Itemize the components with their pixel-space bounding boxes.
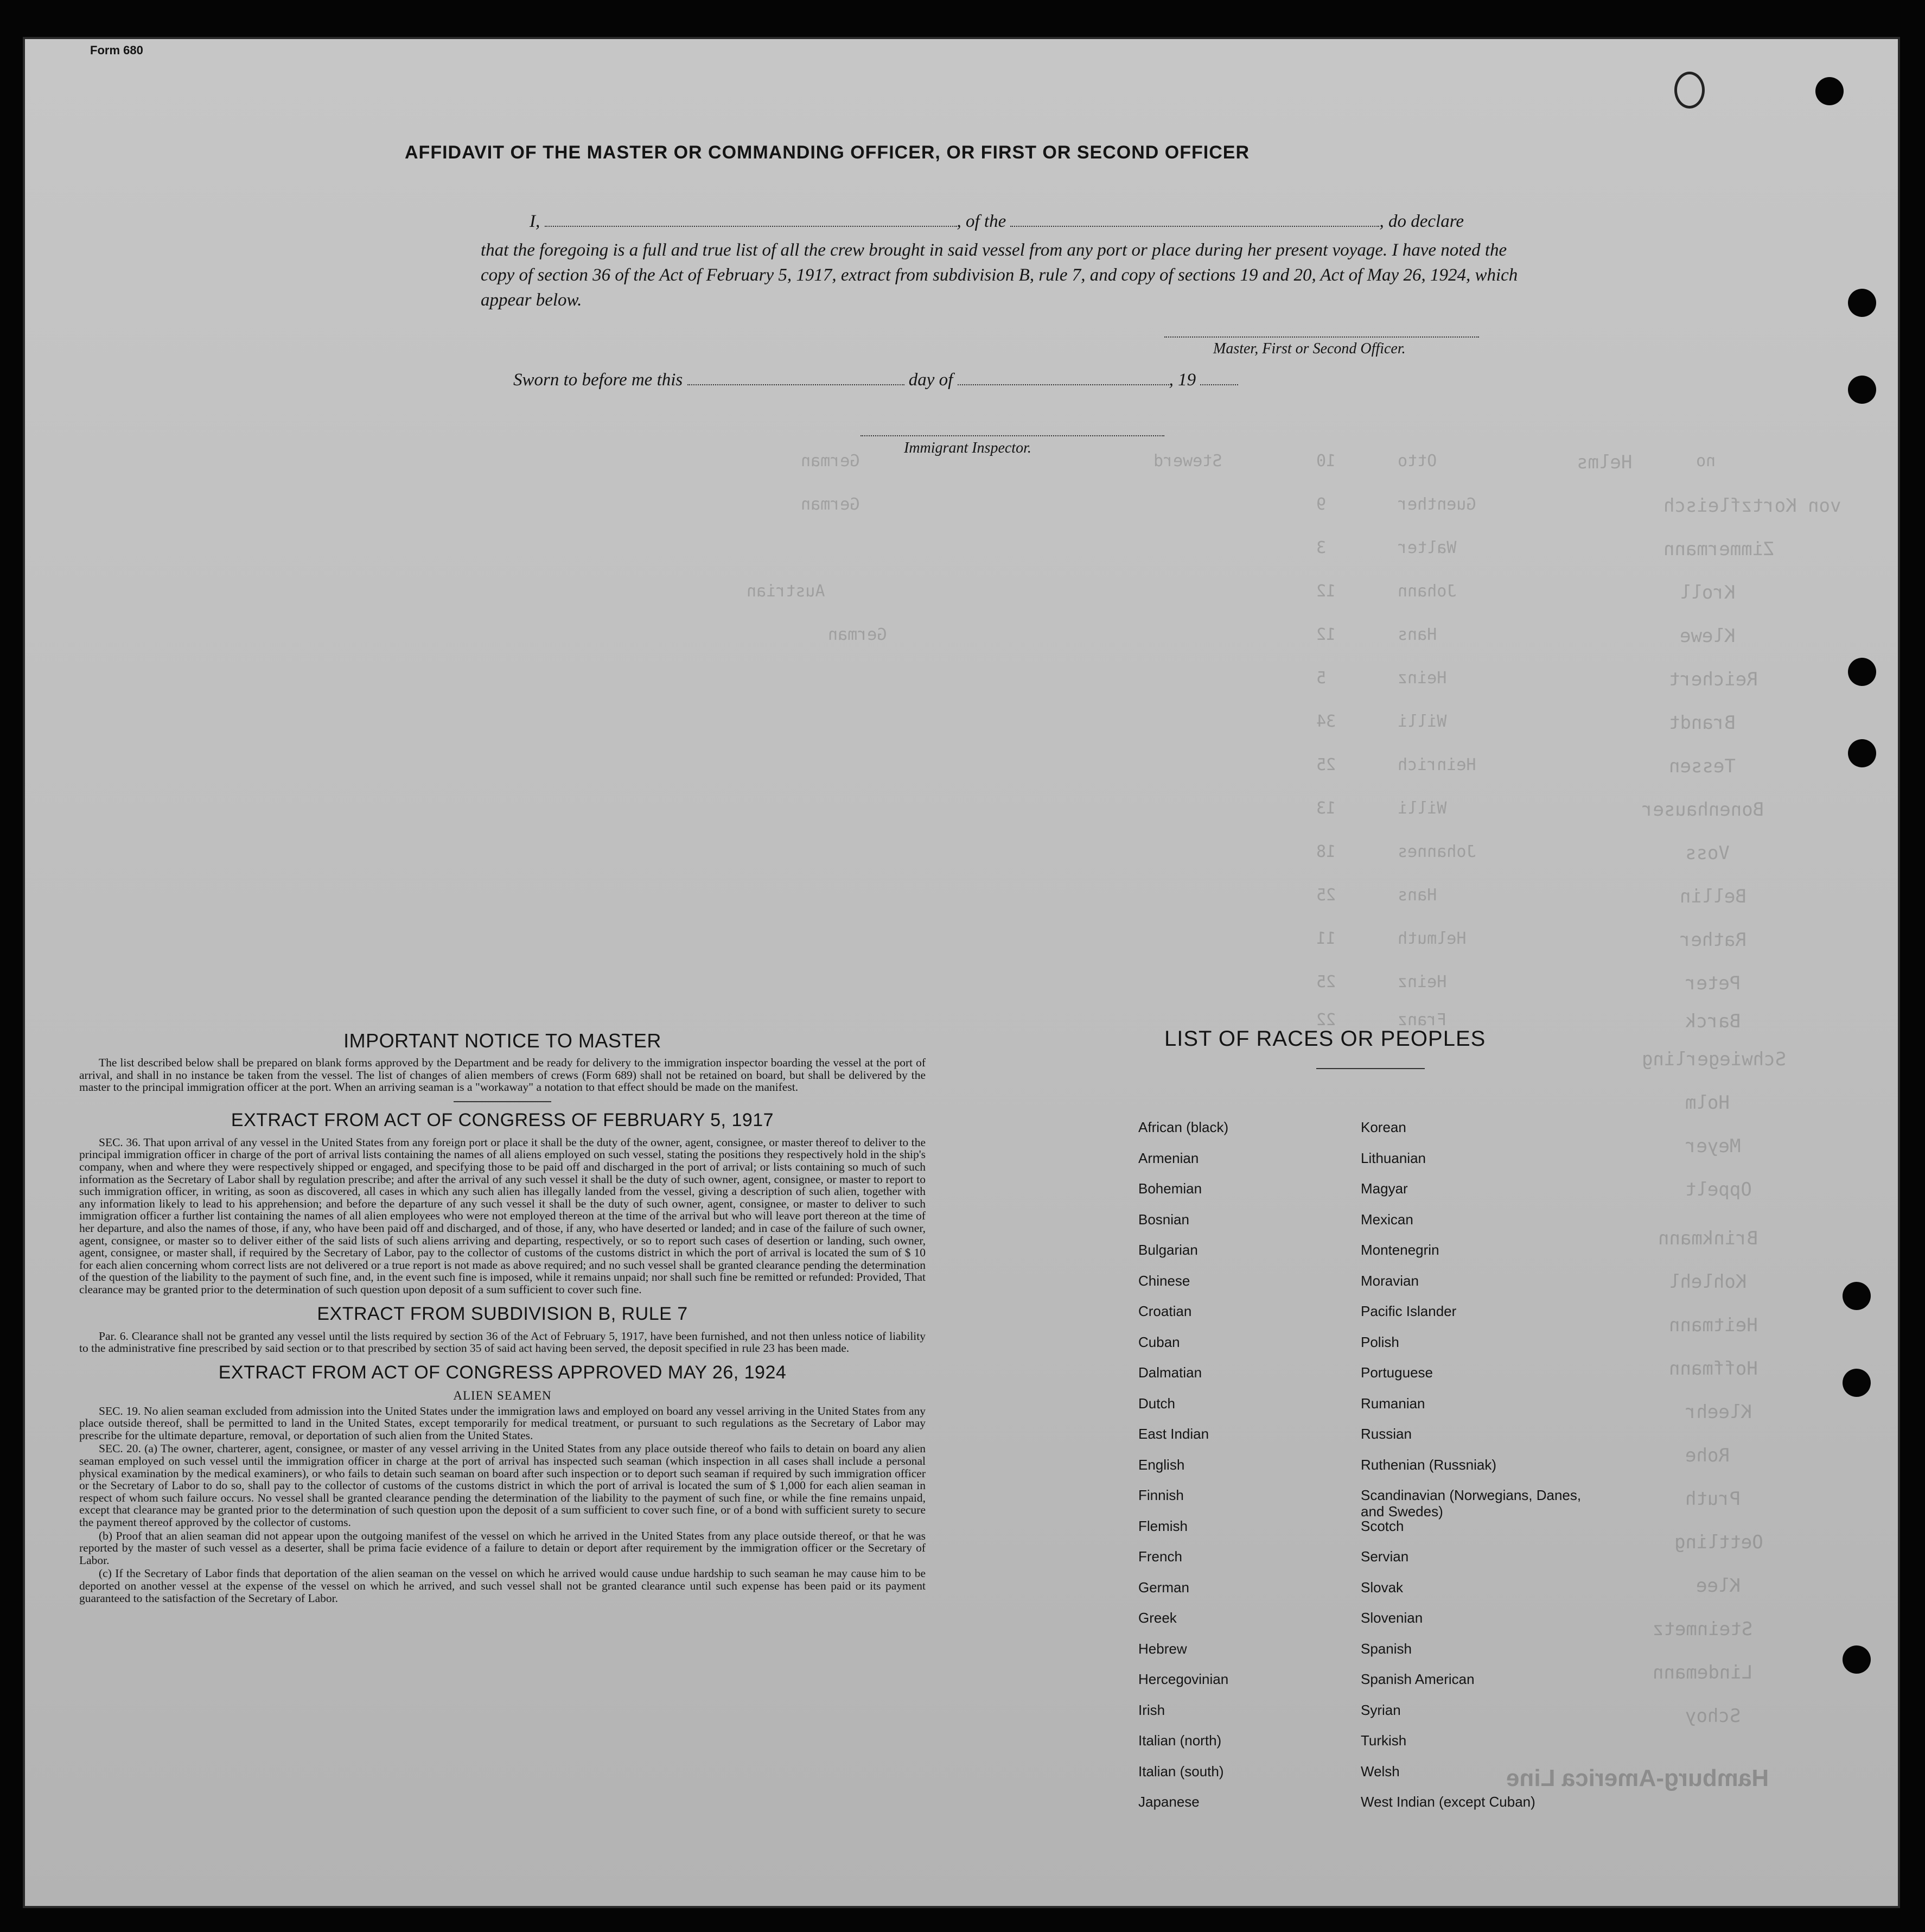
race-item: Scandinavian (Norwegians, Danes, and Swedes): [1361, 1487, 1582, 1520]
race-item: Slovenian: [1361, 1610, 1423, 1626]
divider: [454, 1101, 551, 1102]
bleed-through-text: Reichert: [1669, 669, 1758, 690]
bleed-through-text: Rohe: [1685, 1445, 1730, 1466]
bleed-through-text: Kroll: [1680, 582, 1736, 603]
race-item: German: [1138, 1579, 1189, 1596]
race-item: Flemish: [1138, 1517, 1188, 1534]
bleed-through-text: Klewe: [1680, 625, 1736, 647]
race-item: Welsh: [1361, 1763, 1400, 1780]
race-item: Portuguese: [1361, 1364, 1433, 1381]
bleed-through-text: von Kortzfleisch: [1663, 495, 1841, 517]
race-item: Rumanian: [1361, 1395, 1425, 1412]
race-item: Armenian: [1138, 1149, 1199, 1166]
punch-hole: [1848, 739, 1876, 767]
extract-1924-heading: EXTRACT FROM ACT OF CONGRESS APPROVED MAY 26, 1924: [218, 1362, 787, 1383]
punch-hole: [1848, 376, 1876, 404]
race-item: Bosnian: [1138, 1211, 1189, 1228]
extract-1924-sec20a: SEC. 20. (a) The owner, charterer, agent, consignee, or master of any vessel arriving in the United States from any place outside thereof who fails to detain on board any alien seaman employed on such vessel until the immigration officer in charge at the port of arrival has inspected such seaman (which inspection in all cases shall include a personal physical examination by the medical examiners), or who fails to detain such seaman on board after such inspection or to deport such seaman if required by such immigration officer or the Secretary of Labor to do so, shall pay to the collector of customs of the customs district in which the port of arrival is located the sum of $ 1,000 for each alien seaman in respect of whom such failure occurs. No vessel shall be granted clearance pending the determination of the liability to the payment of such fine, or while the fine remains unpaid, except that clearance may be granted prior to the determination of such question upon the deposit of a sum sufficient to cover such fine, or of a bond with sufficient surety to secure the payment thereof approved by the collector of customs.: [79, 1442, 926, 1529]
race-item: Japanese: [1138, 1794, 1200, 1810]
race-item: West Indian (except Cuban): [1361, 1794, 1535, 1810]
bleed-through-text: Schoy: [1685, 1705, 1741, 1727]
bleed-through-text: Kohlehl: [1669, 1271, 1747, 1293]
race-item: French: [1138, 1548, 1182, 1565]
race-item: Lithuanian: [1361, 1149, 1426, 1166]
inspector-label: Immigrant Inspector.: [904, 440, 1031, 456]
race-item: Bulgarian: [1138, 1242, 1198, 1258]
bleed-through-row: Willi 13: [1316, 799, 1447, 818]
races-divider: [1316, 1068, 1425, 1069]
notice-text: The list described below shall be prepared on blank forms approved by the Department and be ready for delivery to the immigration inspector boarding the vessel at the port of arrival, and shall in no instance be taken from the vessel. The list of changes of alien members of crews (Form 689) shall not be retained on board, but shall be delivered by the master to the principal immigration officer at the port. When an arriving seaman is a "workaway" a notation to that effect should be made on the manifest.: [79, 1056, 926, 1094]
extract-1924-sec20c: (c) If the Secretary of Labor finds that deportation of the alien seaman on the vessel on which he arrived would cause undue hardship to such seaman he may cause him to be deported on another vessel at the expense of the vessel on which he arrived, and such vessel shall not be granted clearance until such expense has been paid or its payment guaranteed to the satisfaction of the Secretary of Labor.: [79, 1567, 926, 1605]
races-list-right: [1361, 1119, 1599, 1825]
bleed-through-text: Peter: [1685, 973, 1741, 994]
bleed-through-text: Meyer: [1685, 1135, 1741, 1157]
race-item: Servian: [1361, 1548, 1409, 1565]
race-item: Greek: [1138, 1610, 1177, 1626]
bleed-through-text: Brinkmann: [1658, 1228, 1758, 1249]
bleed-through-text: Tessen: [1669, 755, 1736, 777]
extract-rule7-heading: EXTRACT FROM SUBDIVISION B, RULE 7: [317, 1303, 688, 1324]
bleed-through-text: Helms: [1577, 452, 1633, 473]
race-item: African (black): [1138, 1119, 1229, 1135]
sworn-line: Sworn to before me this day of , 19: [513, 370, 1238, 390]
race-item: Korean: [1361, 1119, 1406, 1135]
bleed-through-text: Rather: [1680, 929, 1746, 951]
extract-1917-text: SEC. 36. That upon arrival of any vessel in the United States from any foreign port or place it shall be the duty of the owner, agent, consignee, or master thereof to deliver to the principal immigration officer in charge of the port of arrival lists containing the names of all aliens employed on such vessel, stating the positions they respectively hold in the ship's company, when and where they were respectively shipped or engaged, and specifying those to be paid off and discharged in the port of arrival; or lists containing so much of such information as the Secretary of Labor shall by regulation prescribe; and after the arrival of any such vessel it shall be the duty of such owner, agent, consignee, or master to report to such immigration officer, in writing, as soon as discovered, all cases in which any such alien has illegally landed from the vessel, giving a description of such alien, together with any information likely to lead to his apprehension; and before the departure of any such vessel it shall be the duty of such owner, agent, consignee, or master to deliver to such immigration officer a further list containing the names of all alien employees who were not employed thereon at the time of the arrival but who will leave port thereon at the time of her departure, and also the names of those, if any, who have been paid off and discharged, and of those, if any, who have deserted or landed; and in case of the failure of such owner, agent, consignee, or master so to deliver either of the said lists of such aliens arriving and departing, respectively, or so to report such cases of desertion or landing, such owner, agent, consignee, or master shall, if required by the Secretary of Labor, pay to the collector of customs of the customs district in which the port of arrival is located the sum of $ 10 for each alien concerning whom correct lists are not delivered or a true report is not made as above required; and no such vessel shall be granted clearance pending the determination of the question of the liability to the payment of such fine, and, in the event such fine is imposed, while it remains unpaid; nor shall such fine be remitted or refunded: Provided, That clearance may be granted prior to the determination of such question upon deposit of a sum sufficient to cover such fine.: [79, 1135, 926, 1296]
bleed-through-text: Steinmetz: [1653, 1618, 1753, 1640]
bleed-through-row: Willi 34: [1316, 712, 1447, 731]
punch-hole: [1848, 658, 1876, 686]
bleed-through-row: Johannes 18: [1316, 842, 1476, 861]
extract-rule7-text: Par. 6. Clearance shall not be granted any vessel until the lists required by section 36 of the Act of February 5, 1917, have been furnished, and not then unless notice of liability to the administrative fine prescribed by said section or to that prescribed by section 35 of said act having been served, the deposit specified in rule 23 has been made.: [79, 1329, 926, 1355]
race-item: Chinese: [1138, 1272, 1190, 1289]
race-item: Bohemian: [1138, 1180, 1202, 1197]
race-item: Syrian: [1361, 1701, 1401, 1718]
bleed-through-row: Franz 22: [1316, 1011, 1447, 1029]
manifest-sheet: [23, 37, 1900, 1908]
bleed-through-text: Holm: [1685, 1092, 1730, 1114]
bleed-through-text: Bonenhauser: [1642, 799, 1764, 821]
bleed-through-text: Bellin: [1680, 886, 1746, 907]
signature-line[interactable]: [1164, 336, 1479, 338]
race-item: Croatian: [1138, 1303, 1192, 1319]
bleed-through-text: Brandt: [1669, 712, 1736, 734]
bleed-through-text: Kleehr: [1685, 1401, 1752, 1423]
extract-1917-heading: EXTRACT FROM ACT OF CONGRESS OF FEBRUARY 5, 1917: [231, 1109, 774, 1130]
bleed-through-text: Heitmann: [1669, 1314, 1758, 1336]
race-item: Slovak: [1361, 1579, 1404, 1596]
binder-ring: [1674, 72, 1705, 109]
races-list-left: [1138, 1119, 1228, 1825]
race-item: Magyar: [1361, 1180, 1408, 1197]
bleed-through-row: Otto 10 Stewerd German no: [801, 452, 1716, 471]
bleed-through-text: Pruth: [1685, 1488, 1741, 1510]
bleed-through-text: Lindemann: [1653, 1662, 1753, 1683]
race-item: Montenegrin: [1361, 1242, 1439, 1258]
extract-1924-subheading: ALIEN SEAMEN: [453, 1388, 552, 1402]
race-item: Ruthenian (Russniak): [1361, 1456, 1497, 1473]
race-item: English: [1138, 1456, 1185, 1473]
race-item: Mexican: [1361, 1211, 1413, 1228]
race-item: Pacific Islander: [1361, 1303, 1457, 1319]
bleed-through-row: Walter 3: [1316, 538, 1457, 557]
affidavit-title: AFFIDAVIT OF THE MASTER OR COMMANDING OFFICER, OR FIRST OR SECOND OFFICER: [405, 142, 1250, 163]
race-item: Spanish American: [1361, 1671, 1475, 1687]
race-item: Turkish: [1361, 1732, 1407, 1749]
race-item: Italian (north): [1138, 1732, 1222, 1749]
punch-hole: [1843, 1645, 1871, 1674]
bleed-through-text: Schwiegerling: [1642, 1048, 1787, 1070]
inspector-signature-line[interactable]: [860, 435, 1164, 436]
punch-hole: [1843, 1282, 1871, 1310]
race-item: Cuban: [1138, 1333, 1180, 1350]
bleed-through-text: Oppelt: [1685, 1179, 1752, 1200]
race-item: Hercegovinian: [1138, 1671, 1229, 1687]
bleed-through-row: Guenther 9 German: [801, 495, 1476, 514]
race-item: Hebrew: [1138, 1640, 1187, 1657]
races-title: LIST OF RACES OR PEOPLES: [1164, 1027, 1486, 1051]
bleed-through-row: Johann 12 Austrian: [747, 582, 1457, 601]
race-item: Dalmatian: [1138, 1364, 1202, 1381]
bleed-through-text: Hoffmann: [1669, 1358, 1758, 1380]
race-item: Spanish: [1361, 1640, 1412, 1657]
bleed-through-row: Heinz 25: [1316, 973, 1447, 992]
bleed-through-row: Hans 12 German: [828, 625, 1437, 644]
affidavit-declaration-line: I, , of the , do declare: [530, 212, 1464, 231]
notices-column: [79, 1029, 926, 1604]
bleed-through-row: Hans 25: [1316, 886, 1437, 905]
bleed-through-text: Voss: [1685, 842, 1730, 864]
race-item: Scotch: [1361, 1517, 1404, 1534]
bleed-through-row: Heinz 5: [1316, 669, 1447, 688]
bleed-through-layer: [25, 39, 1898, 1906]
race-item: Dutch: [1138, 1395, 1175, 1412]
bleed-through-text: Barck: [1685, 1011, 1741, 1032]
punch-hole: [1815, 77, 1844, 105]
bleed-through-text: Oettling: [1674, 1531, 1763, 1553]
race-item: Irish: [1138, 1701, 1165, 1718]
bleed-through-row: Helmuth 11: [1316, 929, 1467, 948]
race-item: Finnish: [1138, 1487, 1184, 1503]
extract-1924-sec19: SEC. 19. No alien seaman excluded from admission into the United States under the immigration laws and employed on board any vessel arriving in the United States from any place outside thereof, shall be permitted to land in the United States, except temporarily for medical treatment, or pursuant to such regulations as the Secretary of Labor may prescribe for the ultimate departure, removal, or deportation of such alien from the United States.: [79, 1404, 926, 1442]
race-item: Russian: [1361, 1426, 1412, 1442]
bleed-through-stamp: Hamburg-America Line: [1506, 1765, 1769, 1791]
race-item: Italian (south): [1138, 1763, 1224, 1780]
punch-hole: [1843, 1369, 1871, 1397]
bleed-through-row: Heinrich 25: [1316, 755, 1476, 774]
notice-heading: IMPORTANT NOTICE TO MASTER: [343, 1029, 661, 1052]
form-number: Form 680: [90, 43, 143, 57]
race-item: East Indian: [1138, 1426, 1209, 1442]
bleed-through-text: Zimmermann: [1663, 538, 1775, 560]
bleed-through-text: Klee: [1696, 1575, 1741, 1597]
signature-label: Master, First or Second Officer.: [1213, 340, 1406, 357]
race-item: Moravian: [1361, 1272, 1419, 1289]
punch-hole: [1848, 289, 1876, 317]
affidavit-body: that the foregoing is a full and true list of all the crew brought in said vessel from any port or place during her present voyage. I have noted the copy of section 36 of the Act of February 5, 1917, extract from subdivision B, rule 7, and copy of sections 19 and 20, Act of May 26, 1924, which appear below.: [481, 240, 1518, 310]
extract-1924-sec20b: (b) Proof that an alien seaman did not appear upon the outgoing manifest of the vessel on which he arrived in the United States from any place outside thereof, or that he was reported by the master of such vessel as a deserter, shall be prima facie evidence of a failure to detain or deport after requirement by the immigration officer or the Secretary of Labor.: [79, 1529, 926, 1567]
race-item: Polish: [1361, 1333, 1399, 1350]
